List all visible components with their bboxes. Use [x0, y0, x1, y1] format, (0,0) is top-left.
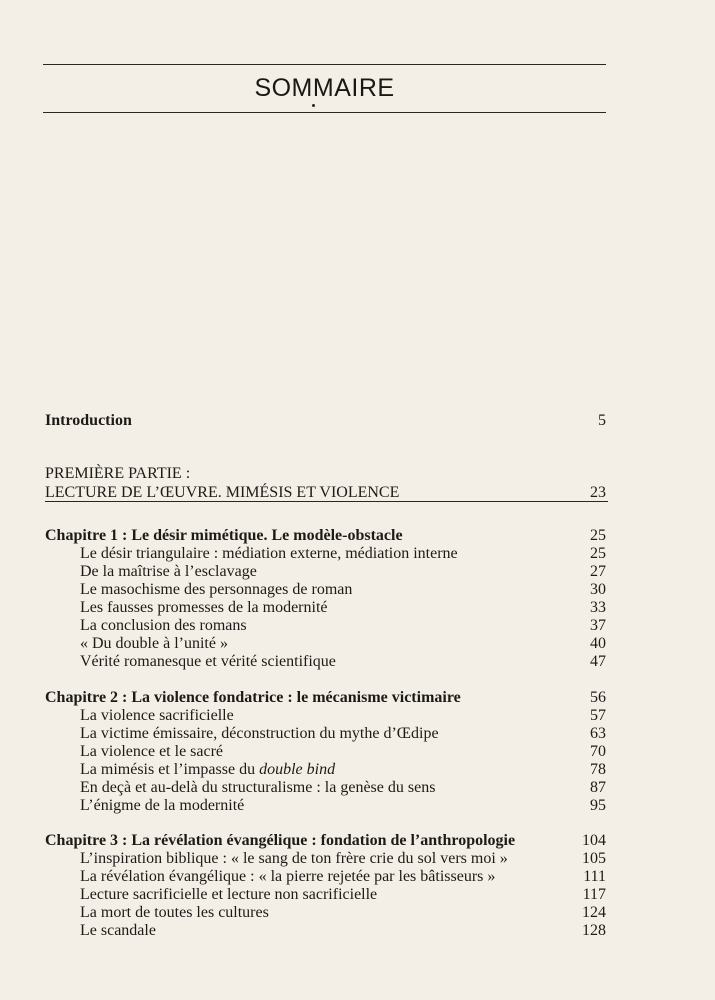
- toc-section-label: [80, 760, 335, 779]
- toc-section-page: 40: [590, 635, 606, 652]
- toc-section-label: En deçà et au-delà du structuralisme : la genèse du sens: [80, 779, 436, 796]
- chapter-heading-1: [45, 526, 606, 545]
- title-ornament-dot: [312, 104, 315, 107]
- toc-section-page: 124: [582, 904, 606, 921]
- toc-entry-page: 5: [598, 412, 606, 429]
- toc-section: [80, 760, 606, 779]
- chapter-page: 56: [590, 689, 606, 706]
- toc-section-page: 111: [583, 868, 606, 885]
- chapter-title: Chapitre 3 : La révélation évangélique : fondation de l’anthropologie: [45, 832, 516, 849]
- toc-section-label: La conclusion des romans: [80, 617, 247, 634]
- page-title: SOMMAIRE: [254, 74, 395, 102]
- toc-section: [80, 562, 606, 581]
- toc-section-label-roman: La mimésis et l’impasse du: [80, 761, 260, 778]
- toc-section-label: La mort de toutes les cultures: [80, 904, 269, 921]
- toc-section-label: La victime émissaire, déconstruction du mythe d’Œdipe: [80, 725, 439, 742]
- toc-section: [80, 634, 606, 653]
- toc-section-page: 25: [590, 545, 606, 562]
- toc-section-label: Les fausses promesses de la modernité: [80, 599, 328, 616]
- part-heading-title: LECTURE DE L’ŒUVRE. MIMÉSIS ET VIOLENCE: [45, 484, 400, 501]
- toc-section-page: 87: [590, 779, 606, 796]
- chapter-heading-3: [45, 831, 606, 850]
- header-rule-bottom: [43, 112, 606, 113]
- part-heading-line2: [45, 483, 606, 502]
- toc-section: [80, 849, 606, 868]
- toc-section: [80, 885, 606, 904]
- part-heading-page: 23: [590, 484, 606, 501]
- toc-section: [80, 867, 606, 886]
- toc-section-label: L’inspiration biblique : « le sang de ton frère crie du sol vers moi »: [80, 850, 508, 867]
- toc-section-label: La violence sacrificielle: [80, 707, 234, 724]
- toc-section: [80, 544, 606, 563]
- chapter-heading-2: [45, 688, 606, 707]
- part-heading-label: PREMIÈRE PARTIE :: [45, 465, 191, 482]
- toc-section-label-italic: double bind: [259, 761, 336, 778]
- toc-section-label: L’énigme de la modernité: [80, 797, 245, 814]
- toc-section-label: De la maîtrise à l’esclavage: [80, 563, 257, 580]
- toc-section-label: « Du double à l’unité »: [80, 635, 228, 652]
- toc-section-page: 78: [590, 761, 606, 778]
- toc-section-page: 95: [590, 797, 606, 814]
- toc-section: [80, 652, 606, 671]
- toc-section-page: 63: [590, 725, 606, 742]
- toc-section-page: 70: [590, 743, 606, 760]
- toc-section-label: La violence et le sacré: [80, 743, 224, 760]
- toc-section: [80, 580, 606, 599]
- toc-entry-introduction: [45, 411, 606, 430]
- toc-section: [80, 724, 606, 743]
- toc-section-label: Le scandale: [80, 922, 156, 939]
- toc-section: [80, 903, 606, 922]
- toc-section-page: 33: [590, 599, 606, 616]
- chapter-title: Chapitre 2 : La violence fondatrice : le mécanisme victimaire: [45, 689, 461, 706]
- toc-section-label: Le désir triangulaire : médiation externe, médiation interne: [80, 545, 458, 562]
- toc-section-label: Le masochisme des personnages de roman: [80, 581, 353, 598]
- chapter-title: Chapitre 1 : Le désir mimétique. Le modèle-obstacle: [45, 527, 403, 544]
- part-heading-underline: [45, 501, 608, 502]
- header-rule-top: [43, 64, 606, 65]
- toc-section: [80, 598, 606, 617]
- toc-section: [80, 706, 606, 725]
- toc-entry-label: Introduction: [45, 412, 132, 429]
- toc-section: [80, 796, 606, 815]
- toc-section-page: 117: [582, 886, 606, 903]
- toc-section-page: 47: [590, 653, 606, 670]
- toc-section-label: La révélation évangélique : « la pierre rejetée par les bâtisseurs »: [80, 868, 496, 885]
- toc-section: [80, 616, 606, 635]
- toc-section: [80, 921, 606, 940]
- toc-section: [80, 778, 606, 797]
- chapter-page: 104: [582, 832, 606, 849]
- part-heading-line1: [45, 464, 606, 483]
- chapter-page: 25: [590, 527, 606, 544]
- toc-section-label: Lecture sacrificielle et lecture non sacrificielle: [80, 886, 378, 903]
- toc-section-page: 128: [582, 922, 606, 939]
- toc-section-page: 105: [582, 850, 606, 867]
- toc-section-page: 37: [590, 617, 606, 634]
- toc-section-page: 27: [590, 563, 606, 580]
- toc-section-label: Vérité romanesque et vérité scientifique: [80, 653, 336, 670]
- toc-section-page: 57: [590, 707, 606, 724]
- toc-section-page: 30: [590, 581, 606, 598]
- toc-section: [80, 742, 606, 761]
